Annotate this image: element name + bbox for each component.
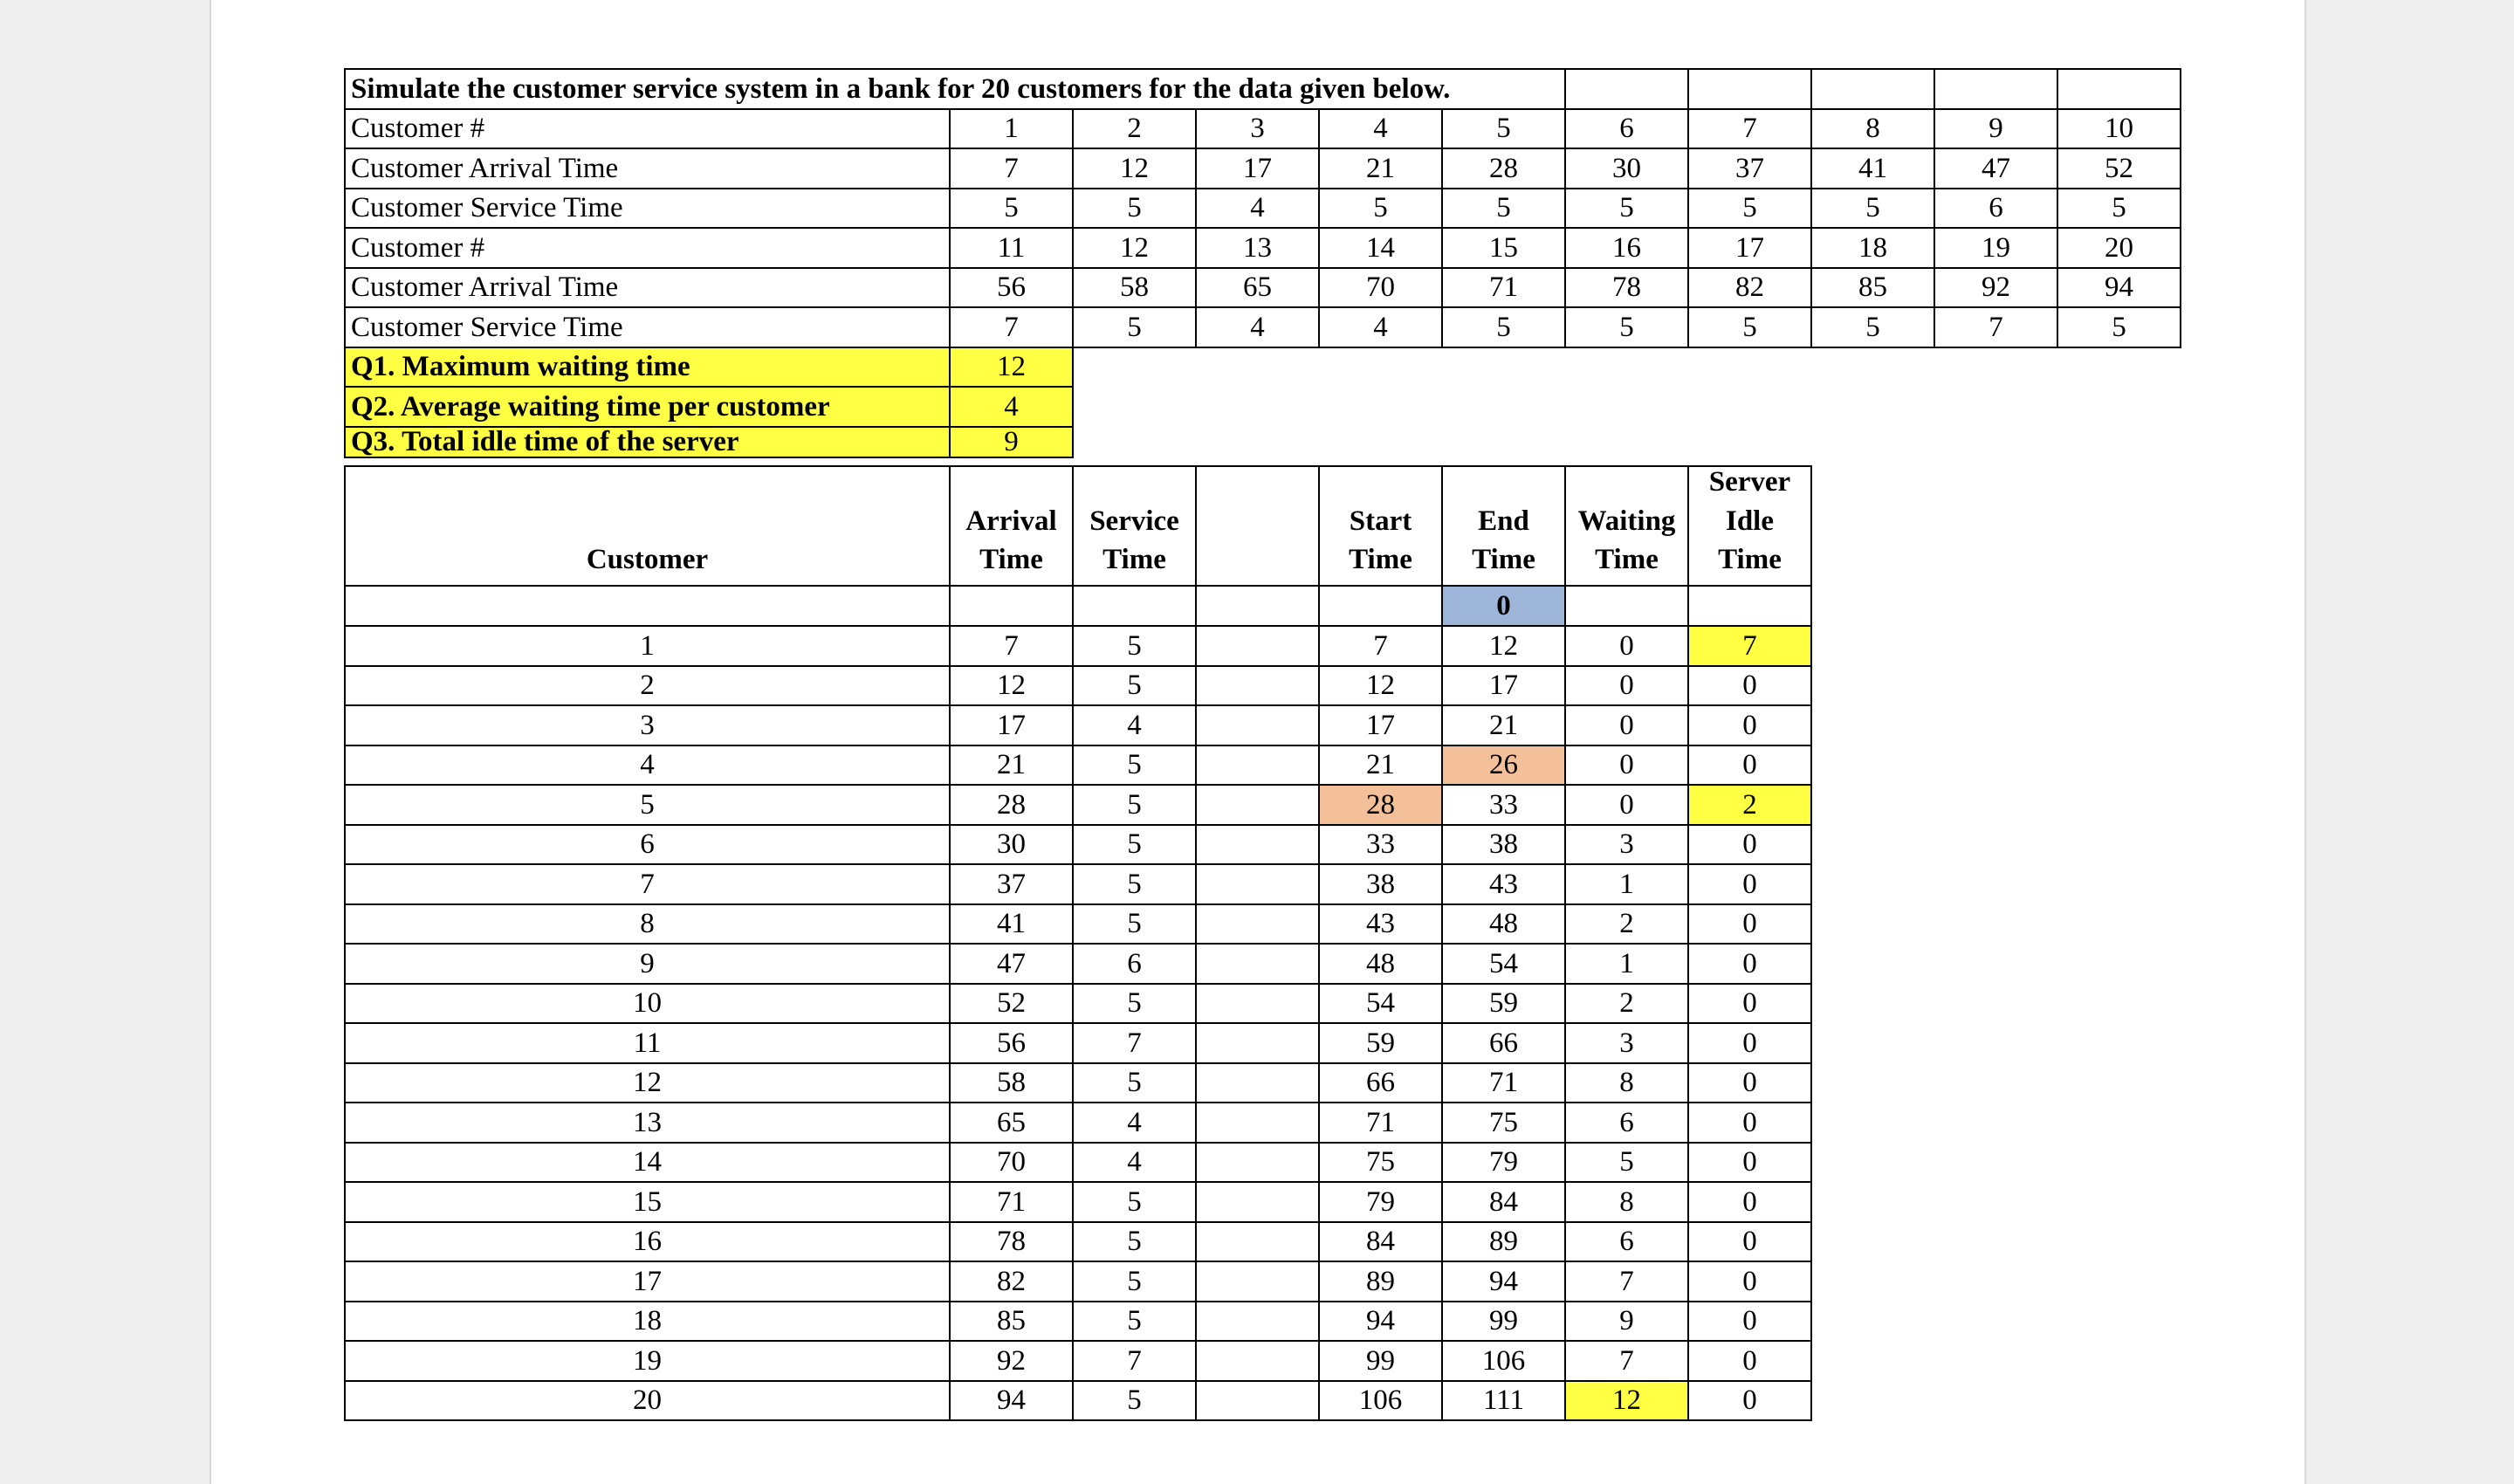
waiting-cell[interactable]: 2 <box>1564 983 1689 1024</box>
idle-cell[interactable]: 0 <box>1687 1022 1812 1064</box>
value-cell[interactable]: 6 <box>1934 188 2058 229</box>
header-customer[interactable] <box>344 465 951 587</box>
service-cell[interactable]: 5 <box>1072 1301 1197 1342</box>
arrival-cell[interactable]: 70 <box>949 1142 1074 1183</box>
header-text: Start <box>1349 505 1412 537</box>
customer-cell[interactable]: 17 <box>344 1261 951 1302</box>
customer-cell[interactable]: 2 <box>344 665 951 706</box>
row-label[interactable]: Customer Arrival Time <box>344 267 951 308</box>
value-cell[interactable]: 5 <box>1810 306 1935 348</box>
end-cell[interactable]: 33 <box>1441 784 1566 826</box>
service-cell[interactable]: 5 <box>1072 863 1197 905</box>
waiting-cell[interactable]: 3 <box>1564 1022 1689 1064</box>
value-cell[interactable]: 5 <box>1441 306 1566 348</box>
customer-cell[interactable]: 10 <box>344 983 951 1024</box>
waiting-cell[interactable]: 0 <box>1564 745 1689 786</box>
customer-cell[interactable]: 19 <box>344 1340 951 1382</box>
waiting-cell[interactable]: 6 <box>1564 1221 1689 1262</box>
start-cell[interactable]: 48 <box>1318 943 1443 985</box>
empty-cell[interactable] <box>1195 824 1320 865</box>
idle-cell[interactable]: 0 <box>1687 1102 1812 1144</box>
value-cell[interactable]: 14 <box>1318 227 1443 269</box>
customer-cell[interactable]: 4 <box>344 745 951 786</box>
value-cell[interactable]: 5 <box>2057 306 2181 348</box>
start-cell[interactable]: 84 <box>1318 1221 1443 1262</box>
value-cell[interactable]: 5 <box>1687 306 1812 348</box>
value-cell[interactable]: 6 <box>1564 108 1689 149</box>
empty-cell[interactable] <box>1195 665 1320 706</box>
empty-cell[interactable] <box>1195 1062 1320 1103</box>
waiting-cell[interactable]: 6 <box>1564 1102 1689 1144</box>
arrival-cell[interactable]: 85 <box>949 1301 1074 1342</box>
header-text: Time <box>1595 544 1659 576</box>
empty-cell[interactable] <box>1195 983 1320 1024</box>
start-cell[interactable]: 75 <box>1318 1142 1443 1183</box>
value-cell[interactable]: 4 <box>1318 108 1443 149</box>
value-cell[interactable]: 5 <box>1564 188 1689 229</box>
header-service[interactable] <box>1072 465 1197 587</box>
waiting-cell[interactable]: 1 <box>1564 863 1689 905</box>
idle-cell[interactable]: 0 <box>1687 704 1812 746</box>
value-cell[interactable]: 5 <box>1441 188 1566 229</box>
customer-cell[interactable]: 5 <box>344 784 951 826</box>
row-label[interactable]: Customer # <box>344 227 951 269</box>
start-cell[interactable]: 106 <box>1318 1380 1443 1421</box>
value-cell[interactable]: 82 <box>1687 267 1812 308</box>
empty-cell[interactable] <box>2057 68 2181 110</box>
end-cell[interactable]: 99 <box>1441 1301 1566 1342</box>
end-cell[interactable]: 71 <box>1441 1062 1566 1103</box>
value-cell[interactable]: 18 <box>1810 227 1935 269</box>
service-cell[interactable]: 5 <box>1072 824 1197 865</box>
header-blank[interactable] <box>1195 465 1320 587</box>
end-cell[interactable]: 89 <box>1441 1221 1566 1262</box>
start-cell[interactable]: 12 <box>1318 665 1443 706</box>
header-text: Time <box>1349 544 1412 576</box>
answer-question[interactable]: Q2. Average waiting time per customer <box>344 386 951 428</box>
idle-cell[interactable]: 0 <box>1687 1142 1812 1183</box>
header-text: End <box>1478 505 1529 537</box>
header-text: Customer <box>586 544 709 576</box>
value-cell[interactable]: 5 <box>1072 306 1197 348</box>
empty-cell[interactable] <box>1195 943 1320 985</box>
waiting-cell[interactable]: 12 <box>1564 1380 1689 1421</box>
customer-cell[interactable]: 7 <box>344 863 951 905</box>
header-text: Idle <box>1725 505 1774 537</box>
value-cell[interactable]: 58 <box>1072 267 1197 308</box>
header-text: Time <box>1718 544 1782 576</box>
value-cell[interactable]: 52 <box>2057 148 2181 189</box>
customer-cell[interactable]: 18 <box>344 1301 951 1342</box>
empty-cell[interactable] <box>1195 903 1320 945</box>
waiting-cell[interactable]: 7 <box>1564 1340 1689 1382</box>
idle-cell[interactable]: 0 <box>1687 1062 1812 1103</box>
idle-cell[interactable]: 0 <box>1687 903 1812 945</box>
empty-cell[interactable] <box>1195 1261 1320 1302</box>
arrival-cell[interactable]: 94 <box>949 1380 1074 1421</box>
arrival-cell[interactable]: 7 <box>949 625 1074 667</box>
customer-cell[interactable]: 14 <box>344 1142 951 1183</box>
start-cell[interactable]: 21 <box>1318 745 1443 786</box>
value-cell[interactable]: 8 <box>1810 108 1935 149</box>
value-cell[interactable]: 17 <box>1195 148 1320 189</box>
service-cell[interactable]: 5 <box>1072 784 1197 826</box>
answer-value[interactable]: 9 <box>949 426 1074 458</box>
value-cell[interactable]: 28 <box>1441 148 1566 189</box>
empty-cell[interactable] <box>1810 68 1935 110</box>
row-label[interactable]: Customer Service Time <box>344 188 951 229</box>
arrival-cell[interactable]: 37 <box>949 863 1074 905</box>
value-cell[interactable]: 65 <box>1195 267 1320 308</box>
service-cell[interactable]: 4 <box>1072 1142 1197 1183</box>
value-cell[interactable]: 12 <box>1072 148 1197 189</box>
value-cell[interactable]: 7 <box>949 148 1074 189</box>
header-idle[interactable] <box>1687 465 1812 587</box>
customer-cell[interactable]: 20 <box>344 1380 951 1421</box>
start-cell[interactable]: 89 <box>1318 1261 1443 1302</box>
waiting-cell[interactable]: 2 <box>1564 903 1689 945</box>
answer-question[interactable]: Q1. Maximum waiting time <box>344 347 951 388</box>
end-cell[interactable]: 26 <box>1441 745 1566 786</box>
answer-value[interactable]: 4 <box>949 386 1074 428</box>
end-cell[interactable]: 94 <box>1441 1261 1566 1302</box>
end-cell[interactable]: 54 <box>1441 943 1566 985</box>
start-cell[interactable]: 99 <box>1318 1340 1443 1382</box>
row-label[interactable]: Customer Service Time <box>344 306 951 348</box>
arrival-cell[interactable]: 12 <box>949 665 1074 706</box>
value-cell[interactable]: 16 <box>1564 227 1689 269</box>
arrival-cell[interactable]: 71 <box>949 1181 1074 1223</box>
idle-cell[interactable]: 0 <box>1687 1261 1812 1302</box>
waiting-cell[interactable]: 8 <box>1564 1181 1689 1223</box>
empty-cell[interactable] <box>1195 585 1320 627</box>
value-cell[interactable]: 41 <box>1810 148 1935 189</box>
service-cell[interactable]: 5 <box>1072 745 1197 786</box>
service-cell[interactable]: 5 <box>1072 983 1197 1024</box>
value-cell[interactable]: 21 <box>1318 148 1443 189</box>
start-cell[interactable]: 28 <box>1318 784 1443 826</box>
empty-cell[interactable] <box>1195 745 1320 786</box>
end-cell[interactable]: 48 <box>1441 903 1566 945</box>
value-cell[interactable]: 7 <box>949 306 1074 348</box>
customer-cell[interactable]: 6 <box>344 824 951 865</box>
start-cell[interactable]: 94 <box>1318 1301 1443 1342</box>
empty-cell[interactable] <box>1195 784 1320 826</box>
idle-cell[interactable]: 7 <box>1687 625 1812 667</box>
customer-cell[interactable]: 11 <box>344 1022 951 1064</box>
value-cell[interactable]: 4 <box>1195 188 1320 229</box>
value-cell[interactable]: 9 <box>1934 108 2058 149</box>
service-cell[interactable]: 4 <box>1072 1102 1197 1144</box>
value-cell[interactable]: 13 <box>1195 227 1320 269</box>
value-cell[interactable]: 56 <box>949 267 1074 308</box>
value-cell[interactable]: 4 <box>1318 306 1443 348</box>
value-cell[interactable]: 15 <box>1441 227 1566 269</box>
empty-cell[interactable] <box>1195 1022 1320 1064</box>
value-cell[interactable]: 1 <box>949 108 1074 149</box>
value-cell[interactable]: 94 <box>2057 267 2181 308</box>
customer-cell[interactable]: 8 <box>344 903 951 945</box>
waiting-cell[interactable]: 0 <box>1564 784 1689 826</box>
header-text: Time <box>1472 544 1535 576</box>
end-cell[interactable]: 75 <box>1441 1102 1566 1144</box>
service-cell[interactable]: 5 <box>1072 665 1197 706</box>
service-cell[interactable]: 5 <box>1072 1221 1197 1262</box>
empty-cell[interactable] <box>1687 585 1812 627</box>
end-cell[interactable]: 43 <box>1441 863 1566 905</box>
empty-cell[interactable] <box>1564 585 1689 627</box>
start-cell[interactable]: 71 <box>1318 1102 1443 1144</box>
value-cell[interactable]: 4 <box>1195 306 1320 348</box>
service-cell[interactable]: 5 <box>1072 625 1197 667</box>
service-cell[interactable]: 4 <box>1072 704 1197 746</box>
empty-cell[interactable] <box>949 585 1074 627</box>
header-end[interactable] <box>1441 465 1566 587</box>
value-cell[interactable]: 5 <box>949 188 1074 229</box>
service-cell[interactable]: 5 <box>1072 1181 1197 1223</box>
header-text: Waiting <box>1577 505 1676 537</box>
end-cell[interactable]: 111 <box>1441 1380 1566 1421</box>
empty-cell[interactable] <box>1195 1221 1320 1262</box>
idle-cell[interactable]: 0 <box>1687 1380 1812 1421</box>
idle-cell[interactable]: 0 <box>1687 1221 1812 1262</box>
arrival-cell[interactable]: 58 <box>949 1062 1074 1103</box>
end-cell[interactable]: 38 <box>1441 824 1566 865</box>
arrival-cell[interactable]: 92 <box>949 1340 1074 1382</box>
waiting-cell[interactable]: 9 <box>1564 1301 1689 1342</box>
end-cell[interactable]: 84 <box>1441 1181 1566 1223</box>
value-cell[interactable]: 85 <box>1810 267 1935 308</box>
value-cell[interactable]: 17 <box>1687 227 1812 269</box>
value-cell[interactable]: 5 <box>1564 306 1689 348</box>
start-cell[interactable]: 79 <box>1318 1181 1443 1223</box>
empty-cell[interactable] <box>1072 585 1197 627</box>
customer-cell[interactable]: 13 <box>344 1102 951 1144</box>
arrival-cell[interactable]: 21 <box>949 745 1074 786</box>
value-cell[interactable]: 3 <box>1195 108 1320 149</box>
empty-cell[interactable] <box>1687 68 1812 110</box>
empty-cell[interactable] <box>1318 585 1443 627</box>
answer-question[interactable]: Q3. Total idle time of the server <box>344 426 951 458</box>
value-cell[interactable]: 30 <box>1564 148 1689 189</box>
empty-cell[interactable] <box>1195 1142 1320 1183</box>
start-cell[interactable]: 54 <box>1318 983 1443 1024</box>
header-arrival[interactable] <box>949 465 1074 587</box>
header-text: Time <box>1102 544 1166 576</box>
empty-cell[interactable] <box>1564 68 1689 110</box>
start-cell[interactable]: 17 <box>1318 704 1443 746</box>
arrival-cell[interactable]: 41 <box>949 903 1074 945</box>
header-text: Arrival <box>965 505 1057 537</box>
header-text: Service <box>1089 505 1179 537</box>
value-cell[interactable]: 5 <box>1441 108 1566 149</box>
arrival-cell[interactable]: 28 <box>949 784 1074 826</box>
idle-cell[interactable]: 0 <box>1687 665 1812 706</box>
arrival-cell[interactable]: 65 <box>949 1102 1074 1144</box>
answer-value[interactable]: 12 <box>949 347 1074 388</box>
start-cell[interactable]: 33 <box>1318 824 1443 865</box>
idle-cell[interactable]: 2 <box>1687 784 1812 826</box>
spreadsheet-page <box>210 0 2306 1484</box>
idle-cell[interactable]: 0 <box>1687 745 1812 786</box>
empty-cell[interactable] <box>1195 1340 1320 1382</box>
customer-cell[interactable]: 12 <box>344 1062 951 1103</box>
arrival-cell[interactable]: 30 <box>949 824 1074 865</box>
value-cell[interactable]: 70 <box>1318 267 1443 308</box>
end-cell[interactable]: 17 <box>1441 665 1566 706</box>
idle-cell[interactable]: 0 <box>1687 983 1812 1024</box>
service-cell[interactable]: 7 <box>1072 1340 1197 1382</box>
empty-cell[interactable] <box>1195 1301 1320 1342</box>
idle-cell[interactable]: 0 <box>1687 1181 1812 1223</box>
value-cell[interactable]: 5 <box>1318 188 1443 229</box>
service-cell[interactable]: 5 <box>1072 1380 1197 1421</box>
customer-cell[interactable]: 1 <box>344 625 951 667</box>
value-cell[interactable]: 92 <box>1934 267 2058 308</box>
start-cell[interactable]: 66 <box>1318 1062 1443 1103</box>
arrival-cell[interactable]: 47 <box>949 943 1074 985</box>
value-cell[interactable]: 7 <box>1687 108 1812 149</box>
customer-cell[interactable]: 9 <box>344 943 951 985</box>
empty-cell[interactable] <box>1195 1102 1320 1144</box>
value-cell[interactable]: 7 <box>1934 306 2058 348</box>
arrival-cell[interactable]: 56 <box>949 1022 1074 1064</box>
start-cell[interactable]: 43 <box>1318 903 1443 945</box>
idle-cell[interactable]: 0 <box>1687 863 1812 905</box>
arrival-cell[interactable]: 17 <box>949 704 1074 746</box>
empty-cell[interactable] <box>1195 625 1320 667</box>
empty-cell[interactable] <box>344 585 951 627</box>
service-cell[interactable]: 5 <box>1072 1062 1197 1103</box>
value-cell[interactable]: 37 <box>1687 148 1812 189</box>
value-cell[interactable]: 71 <box>1441 267 1566 308</box>
header-text: Server <box>1708 466 1791 498</box>
value-cell[interactable]: 5 <box>1687 188 1812 229</box>
value-cell[interactable]: 12 <box>1072 227 1197 269</box>
value-cell[interactable]: 2 <box>1072 108 1197 149</box>
arrival-cell[interactable]: 82 <box>949 1261 1074 1302</box>
value-cell[interactable]: 5 <box>2057 188 2181 229</box>
empty-cell[interactable] <box>1195 863 1320 905</box>
header-text: Time <box>979 544 1043 576</box>
value-cell[interactable]: 5 <box>1072 188 1197 229</box>
service-cell[interactable]: 6 <box>1072 943 1197 985</box>
value-cell[interactable]: 5 <box>1810 188 1935 229</box>
waiting-cell[interactable]: 0 <box>1564 625 1689 667</box>
customer-cell[interactable]: 15 <box>344 1181 951 1223</box>
end-cell[interactable]: 79 <box>1441 1142 1566 1183</box>
customer-cell[interactable]: 16 <box>344 1221 951 1262</box>
header-start[interactable] <box>1318 465 1443 587</box>
empty-cell[interactable] <box>1195 1181 1320 1223</box>
waiting-cell[interactable]: 0 <box>1564 704 1689 746</box>
value-cell[interactable]: 47 <box>1934 148 2058 189</box>
end-cell[interactable]: 59 <box>1441 983 1566 1024</box>
end-cell[interactable]: 21 <box>1441 704 1566 746</box>
value-cell[interactable]: 19 <box>1934 227 2058 269</box>
end-cell[interactable]: 12 <box>1441 625 1566 667</box>
start-cell[interactable]: 7 <box>1318 625 1443 667</box>
value-cell[interactable]: 78 <box>1564 267 1689 308</box>
service-cell[interactable]: 5 <box>1072 903 1197 945</box>
arrival-cell[interactable]: 52 <box>949 983 1074 1024</box>
end-cell[interactable]: 106 <box>1441 1340 1566 1382</box>
idle-cell[interactable]: 0 <box>1687 824 1812 865</box>
end-cell[interactable]: 66 <box>1441 1022 1566 1064</box>
waiting-cell[interactable]: 7 <box>1564 1261 1689 1302</box>
waiting-cell[interactable]: 1 <box>1564 943 1689 985</box>
empty-cell[interactable] <box>1195 1380 1320 1421</box>
empty-cell[interactable] <box>1934 68 2058 110</box>
empty-cell[interactable] <box>1195 704 1320 746</box>
initial-end-time[interactable]: 0 <box>1441 585 1566 627</box>
arrival-cell[interactable]: 78 <box>949 1221 1074 1262</box>
value-cell[interactable]: 20 <box>2057 227 2181 269</box>
waiting-cell[interactable]: 3 <box>1564 824 1689 865</box>
start-cell[interactable]: 38 <box>1318 863 1443 905</box>
problem-title[interactable]: Simulate the customer service system in a bank for 20 customers for the data given below. <box>344 68 1566 110</box>
idle-cell[interactable]: 0 <box>1687 943 1812 985</box>
header-waiting[interactable] <box>1564 465 1689 587</box>
row-label[interactable]: Customer Arrival Time <box>344 148 951 189</box>
waiting-cell[interactable]: 0 <box>1564 665 1689 706</box>
idle-cell[interactable]: 0 <box>1687 1340 1812 1382</box>
start-cell[interactable]: 59 <box>1318 1022 1443 1064</box>
value-cell[interactable]: 10 <box>2057 108 2181 149</box>
waiting-cell[interactable]: 8 <box>1564 1062 1689 1103</box>
value-cell[interactable]: 11 <box>949 227 1074 269</box>
idle-cell[interactable]: 0 <box>1687 1301 1812 1342</box>
service-cell[interactable]: 7 <box>1072 1022 1197 1064</box>
row-label[interactable]: Customer # <box>344 108 951 149</box>
service-cell[interactable]: 5 <box>1072 1261 1197 1302</box>
customer-cell[interactable]: 3 <box>344 704 951 746</box>
waiting-cell[interactable]: 5 <box>1564 1142 1689 1183</box>
